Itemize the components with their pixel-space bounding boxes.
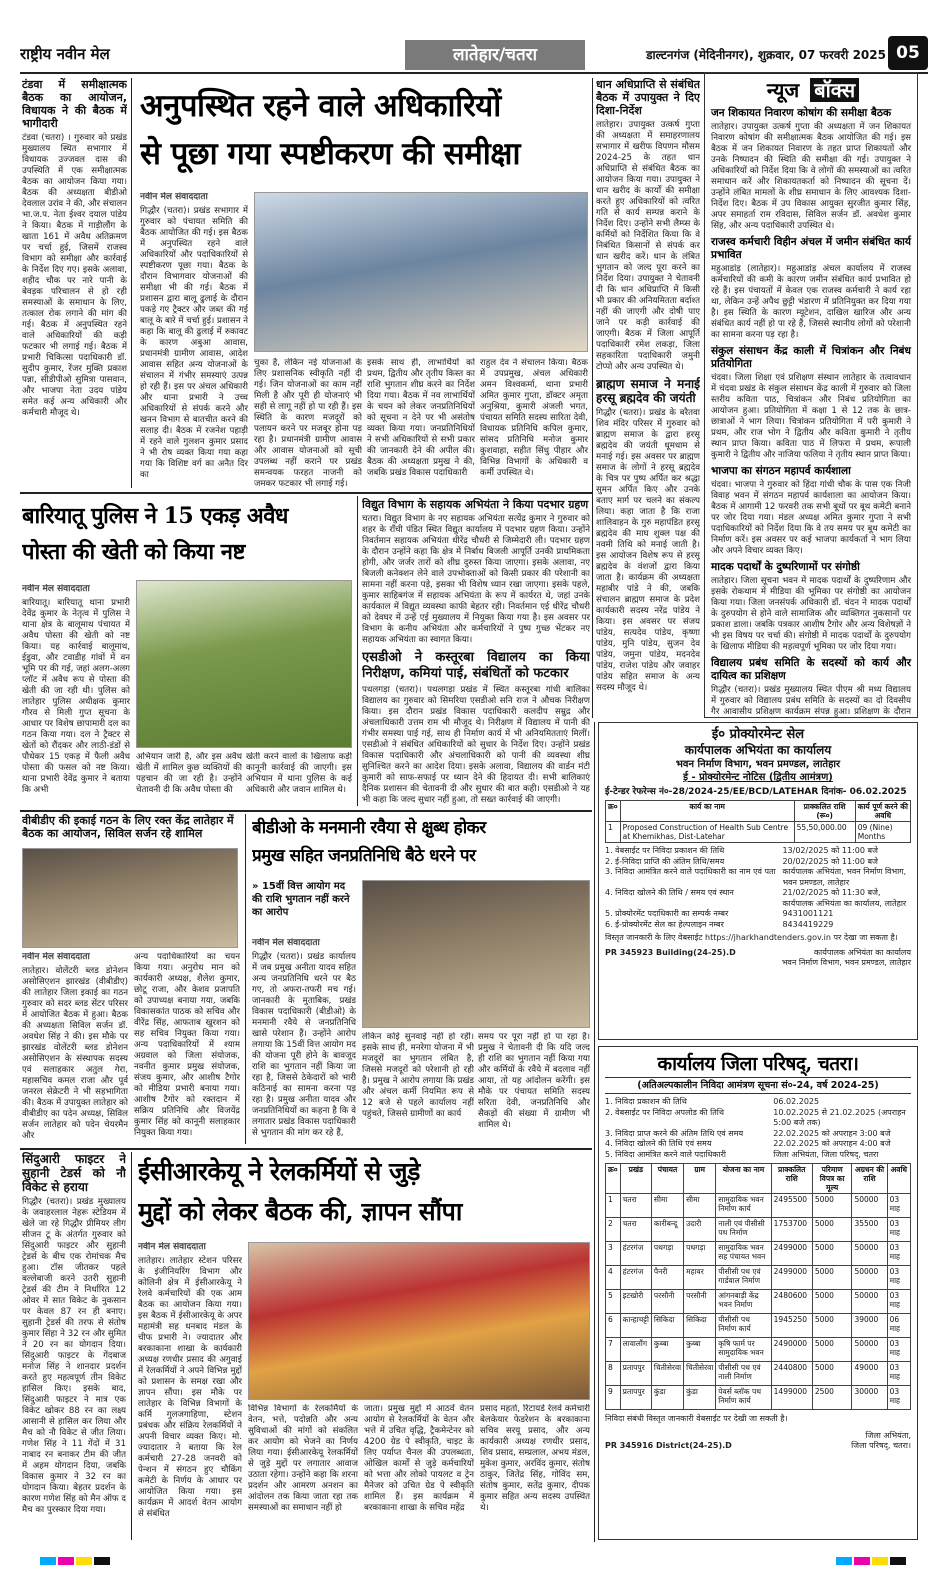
zila-table-cell: पथगड़ा <box>684 1242 716 1266</box>
zila-table-header-cell: पंचायत <box>651 1164 683 1194</box>
zila-table-cell: 2 <box>606 1218 621 1242</box>
zila-table-cell: चतरा <box>620 1194 651 1218</box>
sdo-body: पथलगड़ा (चतरा)। पथलगड़ा प्रखंड में स्थित कस्तूरबा गांधी बालिका विद्यालय का गुरुवार को सिमरिया एसडीओ सनि राज ने औचक निरीक्षण किया। इस दौरान प्रखंड विकास पदाधिकारी कलदीप सम्रुद्र और अंचलाधिकारी उत्तम राम भी मौजूद थे। निरीक्षण में विद्यालय में पानी की गंभीर समस्या पाई गई, साथ ही निर्माण कार्य में भी अनियमितताएं मिलीं। एसडीओ ने संबंधित अधिकारियों को सुधार के निर्देश दिए। उन्होंने प्रखंड विकास पदाधिकारी और अंचलाधिकारी को पानी की व्यवस्था शीघ्र सुनिश्चित करने का आदेश दिया। इसके अलावा, विद्यालय की वार्डन मंटी कुमारी को साफ-सफाई पर ध्यान देने की हिदायत दी। सभी बालिकाएं दैनिक प्रशासन की चेतावनी दी और सुधार की बात कही। एसडीओ ने यह भी कहा कि जल्द सुधार नहीं हुआ, तो सख्त कार्रवाई की जाएगी। <box>362 685 590 805</box>
paddy-headline: धान अधिप्राप्ति से संबंधित बैठक में उपायुक्त ने दिए दिशा-निर्देश <box>596 78 700 117</box>
news-box-item-body: गिद्धौर (चतरा)। प्रखंड मुख्यालय स्थित पीएम श्री मध्य विद्यालय में गुरुवार को विद्यालय प्रबंध समिति के सदस्यों का दो दिवसीय गैर आवासीय प्रशिक्षण कार्यक्रम संपन्न हुआ। प्रशिक्षण के दौरान <box>711 685 911 717</box>
zila-table-cell: परसौनी <box>651 1290 683 1314</box>
zila-table-row <box>606 1266 911 1290</box>
bdo-pull-quote: » 15वीं वित्त आयोग मद की राशि भुगतान नहीं करने का आरोप <box>252 881 350 918</box>
column-rule <box>131 1152 132 1540</box>
zila-table-header-cell: अवधि <box>887 1164 910 1194</box>
railway-group-photo <box>248 1242 590 1400</box>
blood-headline: वीबीडीए की इकाई गठन के लिए रक्त केंद्र लातेहार में बैठक का आयोजन, सिविल सर्जन रहे शामिल <box>22 814 234 840</box>
bdo-headline-line-2: प्रमुख सहित जनप्रतिनिधि बैठे धरने पर <box>252 846 476 866</box>
poppy-body-1: बारियातू। बारियातू थाना प्रभारी देवेंद्र कुमार के नेतृत्व में पुलिस ने थाना क्षेत्र के बालूमाथ पंचायत में अवैध पोस्ता की खेती को नष्ट किया। यह कार्रवाई बालूमाथ, ईडुवा, और टवाडीह गांवों में वन भूमि पर की गई, जहां अलग-अलग प्लॉट में अवैध रूप से पोस्ता की खेती की जा रही थी। पुलिस को लातेहार पुलिस अधीक्षक कुमार गौरव से मिली गुप्त सूचना के आधार पर विशेष छापामारी दल का गठन किया गया। दल ने ट्रैक्टर से खेतों को रौंदकर और लाठी-डंडों से पौधेकर 15 एकड़ में फैली अवैध पोस्ता की फसल को नष्ट किया। थाना प्रभारी देवेंद्र कुमार ने बताया कि अभी <box>22 598 130 795</box>
lead-column-1 <box>140 192 248 488</box>
zila-table-cell: 7 <box>606 1338 621 1362</box>
news-box <box>704 72 918 718</box>
zila-table-cell: 5 <box>606 1290 621 1314</box>
tender-schedule-row <box>605 920 911 931</box>
article-paddy <box>596 78 700 716</box>
news-box-item-body: लातेहार। जिला सूचना भवन में मादक पदार्थों के दुष्परिणाम और इसके रोकथाम में मीडिया की भूमिका पर संगोष्ठी का आयोजन किया गया। जिला जनसंपर्क अधिकारी डॉ. चंदन ने मादक पदार्थों के दुरुपयोग से होने वाले सामाजिक और व्यक्तिगत नुकसानों पर प्रकाश डाला। जबकि पत्रकार आशीष टैगोर और अन्य विशेषज्ञों ने भी इस विषय पर चर्चा की। संगोष्ठी में मादक पदार्थों के दुरुपयोग के खिलाफ मीडिया की महत्वपूर्ण भूमिका पर जोर दिया गया। <box>711 576 911 652</box>
tender-schedule-value: 8434419229 <box>782 919 834 929</box>
zila-table-cell: 5000 <box>812 1314 852 1338</box>
railway-headline-line-1: ईसीआरकेयू ने रेलकर्मियों से जुड़े <box>138 1157 420 1186</box>
zila-table-cell: इटखोरी <box>620 1290 651 1314</box>
zila-table-cell: 30000 <box>852 1386 887 1410</box>
zila-table-cell: 1753700 <box>771 1218 812 1242</box>
tender-table-row <box>606 822 911 843</box>
zila-table-cell: सामुदायिक भवन सह पंचायत भवन <box>716 1242 771 1266</box>
tender-table-cell: Proposed Construction of Health Sub Centre at Khemikhas, Dist-Latehar <box>620 822 794 843</box>
blood-column-2 <box>134 952 240 1142</box>
tender-table <box>605 800 911 843</box>
bdo-column-3 <box>478 1032 590 1144</box>
news-box-item-body: लातेहार। उपायुक्त उत्कर्ष गुप्ता की अध्यक्षता में जन शिकायत निवारण कोषांग की समीक्षात्मक बैठक आयोजित की गई। इस बैठक में जन शिकायत निवारण के तहत प्राप्त शिकायतों और उनके निष्पादन की स्थिति की समीक्षा की गई। उपायुक्त ने अधिकारियों को निर्देश दिया कि वे लोगों की समस्याओं का त्वरित समाधान करें और शिकायतकर्ता को निष्पादन की सूचना दें। उन्होंने लंबित मामलों के शीघ्र समाधान के लिए आवश्यक दिशा-निर्देश दिए। बैठक में उप विकास आयुक्त सुरजीत कुमार सिंह, अपर समाहर्ता राम रविदास, सिविल सर्जन डॉ. अवधेश कुमार सिंह, और अन्य पदाधिकारी उपस्थित थे। <box>711 122 911 231</box>
zila-table-header-cell: अग्रधन की राशि <box>852 1164 887 1194</box>
column-rule <box>592 78 593 718</box>
railway-column-4 <box>480 1404 590 1540</box>
zila-table-header-cell: प्राक्कलित राशि <box>771 1164 812 1194</box>
power-headline: विद्युत विभाग के सहायक अभियंता ने किया पदभार ग्रहण <box>362 498 589 511</box>
news-box-item-body: चंदवा। भाजपा ने गुरुवार को हिंदा गांधी चौक के पास एक निजी विवाह भवन में संगठन महापर्व कार्यशाला का आयोजन किया। बैठक में आगामी 12 फरवरी तक सभी बूथों पर बूथ कमेटी बनाने पर जोर दिया गया। मंडल अध्यक्ष अमित कुमार गुप्ता ने सभी पदाधिकारियों को निर्देश दिया कि वे तय समय पर बूथ कमेटी का निर्माण करें। इस अवसर पर कई भाजपा कार्यकर्ता ने भाग लिया और अपने विचार व्यक्त किए। <box>711 480 911 556</box>
blood-meeting-photo <box>22 848 238 948</box>
railway-byline: नवीन मेल संवाददाता <box>138 1242 206 1252</box>
power-body: चतरा। विद्युत विभाग के नए सहायक अभियंता सत्येंद्र कुमार ने गुरुवार को शहर के राँची पंडित स्थित विद्युत कार्यालय में पदभार ग्रहण किया। उन्होंने निवर्तमान सहायक अभियंता धीरेंद्र चौधरी से जिम्मेदारी ली। पदभार ग्रहण के दौरान उन्होंने कहा कि क्षेत्र में निर्बाध बिजली आपूर्ति उनकी प्राथमिकता होगी, और जर्जर तारों को शीघ्र दुरुस्त किया जाएगा। इसके अलावा, नए बिजली कनेक्शन लेने वाले उपभोक्ताओं को किसी प्रकार की परेशानी का सामना नहीं करना पड़े, इसका भी विशेष ध्यान रखा जाएगा। इसके पहले, कुमार साहिबगंज में सहायक अभियंता के रूप में कार्यरत थे, जहां उनके कार्यकाल में विद्युत व्यवस्था काफी बेहतर रही। निवर्तमान एई धीरेंद्र चौधरी को देवघर में उन्हें एई मुख्यालय में नियुक्त किया गया है। इस अवसर पर विभाग के कनीय अभियंता और कर्मचारियों ने पुष्प गुच्छ भेंटकर नए सहायक अभियंता का स्वागत किया। <box>362 514 590 645</box>
zila-table-cell: सिकिदा <box>651 1314 683 1338</box>
brahmin-headline: ब्राह्मण समाज ने मनाई हरसू ब्रह्मदेव की जयंती <box>596 377 700 405</box>
tender-schedule-label: 6. ई-प्रोक्योरमेंट सेल का हेल्पलाइन नम्बर <box>605 919 724 929</box>
tender-table-cell: 1 <box>606 822 621 843</box>
tender-table-cell: 55,50,000.00 <box>794 822 855 843</box>
cricket-body: गिद्धौर (चतरा)। प्रखंड मुख्यालय के जवाहरलाल नेहरू स्टेडियम में खेले जा रहे गिद्धौर प्रीमियर लीग सीजन टू के अंतर्गत गुरुवार को सिंदुआरी फाइटर और सुहानी ट्रेडर्स के बीच एक रोमांचक मैच हुआ। टॉस जीतकर पहले बल्लेबाजी करने उतरी सुहानी ट्रेडर्स की टीम ने निर्धारित 12 ओवर में सात विकेट के नुकसान पर केवल 87 रन ही बनाए। सुहानी ट्रेडर्स की तरफ से संतोष कुमार सिंहा ने 32 रन और सुमित ने 20 रन का योगदान दिया। सिंदुआरी फाइटर के गेंदबाज मनोज सिंह ने शानदार प्रदर्शन करते हुए महत्वपूर्ण तीन विकेट हासिल किए। इसके बाद, सिंदुआरी फाइटर ने मात्र एक विकेट खोकर 88 रन का लक्ष्य आसानी से हासिल कर लिया और मैच को नौ विकेट से जीत लिया। गणेश सिंह ने 11 गेंदों में 31 नाबाद रन बनाकर टीम की जीत में अहम योगदान दिया, जबकि विकास कुमार ने 32 रन का योगदान किया। बेहतर प्रदर्शन के कारण गणेश सिंह को मैन ऑफ द मैच का पुरस्कार दिया गया। <box>22 1197 126 1515</box>
cricket-headline: सिंदुआरी फाइटर ने सुहानी टेडर्स को नौ विकेट से हराया <box>22 1152 126 1194</box>
poppy-field-photo <box>136 580 352 748</box>
zila-table-cell: पीसीसी पथ एवं गार्डवाल निर्माण <box>716 1266 771 1290</box>
railway-body-4: प्रसाद महतो, रिटायर्ड रेलवे कर्मचारी बेलकेयार फेडरेशन के बरकाकाना सचिव सरयू प्रसाद, और अन्य कार्यकारी अध्यक्ष रणधीर प्रसाद, शिव प्रसाद, सम्प्रलाल, अभय मंडल, मुकेश कुमार, अरविंद कुमार, संतोष ठाकुर, जितेंद्र सिंह, गोविंद सम, संतोष कुमार, सतेंद्र कुमार, दीपक कुमार सहित अन्य सदस्य उपस्थित थे। <box>480 1404 590 1513</box>
zila-table-cell: 03 माह <box>887 1242 910 1266</box>
poppy-headline <box>22 498 354 578</box>
zila-table-cell: सीमा <box>651 1194 683 1218</box>
bdo-column-2 <box>362 1032 474 1144</box>
zila-table-cell: कुब्बा <box>651 1338 683 1362</box>
zila-table-cell: 03 माह <box>887 1290 910 1314</box>
tender-table-cell: 09 (Nine) Months <box>855 822 910 843</box>
zila-table-cell: सिकिदा <box>684 1314 716 1338</box>
zila-table-row <box>606 1338 911 1362</box>
bdo-column-1 <box>252 938 356 1144</box>
tender-pr-number: PR 345923 Building(24-25).D <box>605 947 736 957</box>
tender-note: विस्तृत जानकारी के लिए वेबसाईट https://jharkhandtenders.gov.in पर देखा जा सकता है। <box>605 933 898 942</box>
railway-body-1: लातेहार। लातेहार स्टेशन परिसर के इंजीनियरिंग विभाग और कोलिनी क्षेत्र में ईसीआरकेयू ने रेलवे कर्मचारियों की एक आम बैठक का आयोजन किया गया। इस बैठक में ईसीआरकेयू के अपर महामंत्री सह धनबाद मंडल के चीफ प्रभारी ने। ज्यादातर और बरकाकाना शाखा के कार्यकारी अध्यक्ष रणधीर प्रसाद की अगुवाई में रेलकर्मियों ने अपने विभिन्न मुद्दों को प्रशासन के समक्ष रखा और ज्ञापन सौंपा। इस मौके पर लातेहार के विभिन्न विभागों के कर्मि गुलजगाहिणा, स्टेशन प्रबंधक और संक्रिय रेलकर्मियों ने अपनी विचार व्यक्त किए। मो. ज्यादातार ने बताया कि रेल कर्मचारी 27-28 जनवरी को पेन्शन में संगठन हुए चौकिंग कमेटी के निर्णय के आधार पर आयोजित किया गया। इस कार्यक्रम में आदर्श वेतन आयोग से संबंधित <box>138 1256 242 1519</box>
zila-table-cell: 49000 <box>852 1362 887 1386</box>
registration-mark-cyan <box>40 1557 56 1565</box>
news-box-item-headline: राजस्व कर्मचारी विहीन अंचल में जमीन संबंधित कार्य प्रभावित <box>711 236 911 261</box>
poppy-headline-line-1: बारियातू पुलिस ने 15 एकड़ अवैध <box>22 503 288 529</box>
zila-table-cell: कुंडा <box>651 1386 683 1410</box>
tender-reference: ई-टेन्डर रेफरेन्स नं०-28/2024-25/EE/BCD/LATEHAR दिनांक- 06.02.2025 <box>605 787 907 797</box>
zila-table-body <box>606 1194 911 1410</box>
news-box-item-headline: मादक पदार्थों के दुष्परिणामों पर संगोष्ठी <box>711 561 860 573</box>
news-box-item-body: महुआडांड़ (लातेहार)। महुआडांड़ अंचल कार्यालय में राजस्व कर्मचारियों की कमी के कारण जमीन संबंधित कार्य प्रभावित हो रहे हैं। इस पंचायतों में केवल एक राजस्व कर्मचारी ने कार्य रहा था, लेकिन उन्हें अपैथ छुट्टी भंडारण में प्रतिनियुक्त कर दिया गया है। इस स्थिति के कारण म्यूटेशन, दाखिल खारिज और अन्य संबंधित कार्य नहीं हो पा रहे हैं, जिससे स्थानीय लोगों को परेशानी का सामना करना पड़ रहा है। <box>711 264 911 340</box>
tender-table-header-cell: क्र० <box>606 801 621 822</box>
zila-table-cell: चितीसेरवा <box>651 1362 683 1386</box>
zila-table-cell: 2490000 <box>771 1338 812 1362</box>
railway-headline-line-2: मुद्दों को लेकर बैठक की, ज्ञापन सौंपा <box>138 1197 462 1226</box>
tender-schedule <box>605 846 911 930</box>
brahmin-body: गिद्धौर (चतरा)। प्रखंड के बरैतवा शिव मंदिर परिसर में गुरुवार को ब्राह्मण समाज के द्वारा हरसू ब्रह्मदेव की जयंती धूमधाम से मनाई गई। इस अवसर पर ब्राह्मण समाज के लोगों ने हरसू ब्रह्मदेव के चित्र पर पुष्प अर्पित कर श्रद्धा सुमन अर्पित किए और उनके बताए मार्ग पर चलने का संकल्प लिया। कहा जाता है कि राजा शालिवाहन के गुरु महापंडित हरसू ब्रह्मदेव की माघ शुक्ल पक्ष की नवमी तिथि को मनाई जाती है। इस आयोजन विशेष रूप से हरसू ब्रह्मदेव के वंशजों द्वारा किया जाता है। कार्यक्रम की अध्यक्षता महाबीर पांडे ने की, जबकि संचालन ब्राह्मण समाज के प्रदेश कार्यकारी सदस्य नरेंद्र पांडेय ने किया। इस अवसर पर संजय पांडेय, सत्यदेव पांडेय, कृष्णा पांडेय, मुनि पांडेय, सुजन देव पांडेय, जमुना पांडेय, मदनदेव पांडेय, राजेश पांडेय और जवाहर पांडेय सहित समाज के अन्य सदस्य मौजूद थे। <box>596 408 700 693</box>
zila-table-cell: 03 माह <box>887 1194 910 1218</box>
registration-mark-cyan <box>836 1557 852 1565</box>
zila-table-cell: 5000 <box>812 1362 852 1386</box>
railway-column-3 <box>364 1404 474 1540</box>
lead-byline: नवीन मेल संवाददाता <box>140 192 208 202</box>
railway-body-3: जाता। प्रमुख मुद्दों में आठवें वेतन आयोग से रेलकर्मियों के वेतन और भत्ते में उचित वृद्धि, ट्रैकमेन्टेनर को 4200 ग्रेड पे स्वीकृति, चाइट के लिए पर्याप्त चैनल की उपलब्धता, ओखिल कार्मों से जुड़े कर्मचारियों को भत्ता और लोको पायलट व ट्रेन मैनेजर को उचित ग्रेड पे स्वीकृति शामिल हैं। इस कार्यक्रम में बरकाकाना शाखा के सचिव महेंद्र <box>364 1404 474 1513</box>
zila-table-cell: 50000 <box>852 1338 887 1362</box>
zila-subtitle: (अतिअल्पकालीन निविदा आमंत्रण सूचना सं०-24, वर्ष 2024-25) <box>605 1077 911 1094</box>
zila-schedule-label: 5. निविदा आमंत्रित करने वाले पदाधिकारी <box>605 1149 726 1159</box>
bdo-body-3: समय पर पूरा नहीं हो पा रहा है। प्रमुख ने चेतावनी दी कि यदि जल्द ही राशि का भुगतान नहीं किया गया और कर्मियों के रवैये में बदलाव नहीं आया, तो यह आंदोलन करेंगी। इस मौके पर पंचायत समिति सदस्य सरिता देवी, जनप्रतिनिधि और सैकड़ों की संख्या में ग्रामीण भी शामिल थे। <box>478 1032 590 1130</box>
zila-schedule-value: 06.02.2025 <box>773 1097 820 1106</box>
tandwa-body: टंडवा (चतरा) । गुरुवार को प्रखंड मुख्यालय स्थित सभागार में विधायक उज्जवल दास की उपस्थिति में एक समीक्षात्मक बैठक का आयोजन किया गया। बैठक की अध्यक्षता बीडीओ देवलाल उरांव ने की, और संचालन भा.ज.प. नेता ईश्वर दयाल पांडेय ने किया। बैठक में गाड़ीलौंग के खाता 161 में अवैध अतिक्रमण पर चर्चा हुई, जिसमें राजस्व विभाग को समीक्षा और कार्रवाई के निर्देश दिए गए। इसके अलावा, शहीद चौक पर नारे पानी के बेवड़क परिचालन से हो रही समस्याओं के समाधान के लिए, तत्काल रोक लगाने की मांग की गई। बैठक में अनुपस्थित रहने वाले अधिकारियों की कड़ी फटकार भी लगाई गई। बैठक में प्रभारी चिकित्सा पदाधिकारी डॉ. सुदीप कुमार, रेंजर मुक्ति प्रकाश पन्ना, सीडीपीओ सुमित्रा पासवान, और भाजपा नेता उदय पांडेय समेत कई अन्य अधिकारी और कर्मचारी मौजूद थे। <box>22 133 127 418</box>
news-box-item-body: चंदवा। जिला शिक्षा एवं प्रशिक्षण संस्थान लातेहार के तत्वावधान में चंदवा प्रखंड के संकुल संसाधन केंद्र काली में गुरुवार को जिला स्तरीय कविता पाठ, चित्रांकन और निबंध प्रतियोगिता का आयोजन हुआ। प्रतियोगिता में कक्षा 1 से 12 तक के छात्र-छात्राओं ने भाग लिया। चित्रांकन प्रतियोगिता में परी कुमारी ने प्रथम, और राज भोग ने द्वितीय और कविता कुमारी ने तृतीय स्थान प्राप्त किया। कविता पाठ में लिफरा में प्रथम, रूपाली कुमारी ने द्वितीय और नाजिया फलिया ने तृतीय स्थान प्राप्त किया। <box>711 373 911 460</box>
lead-headline-line-2: से पूछा गया स्पष्टीकरण की समीक्षा <box>140 136 521 172</box>
zila-table-cell: 4 <box>606 1266 621 1290</box>
sdo-headline: एसडीओ ने कस्तूरबा विद्यालय का किया निरीक्षण, कमियां पाई, संबंधितों को फटकार <box>362 650 590 681</box>
column-rule <box>594 722 595 1542</box>
zila-schedule-label: 2. वेबसाईट पर निविदा अपलोड की तिथि <box>605 1107 724 1117</box>
zila-table-row <box>606 1242 911 1266</box>
page-number: 05 <box>888 36 928 70</box>
zila-schedule-value: जिला अभियंता, जिला परिषद्, चतरा <box>773 1149 879 1159</box>
registration-mark-magenta <box>58 1557 74 1565</box>
zila-table-row <box>606 1194 911 1218</box>
tender-line-1: ई० प्रोक्योरमेन्ट सेल <box>711 727 805 742</box>
news-box-item-headline: विद्यालय प्रबंध समिति के सदस्यों को कार्य और दायित्व का प्रशिक्षण <box>711 657 911 682</box>
bdo-pull-text: 15वीं वित्त आयोग मद की राशि भुगतान नहीं करने का आरोप <box>252 881 350 918</box>
section-title: लातेहार/चतरा <box>405 40 585 70</box>
lead-headline <box>140 82 590 186</box>
zila-table-row <box>606 1290 911 1314</box>
zila-table-header-cell: परिमाण विपत्र का मूल्य <box>812 1164 852 1194</box>
zila-table-cell: 2440800 <box>771 1362 812 1386</box>
zila-schedule-value: 22.02.2025 को अपराहन 4:00 बजे <box>773 1139 891 1148</box>
column-rule <box>245 814 246 1144</box>
zila-table-row <box>606 1218 911 1242</box>
zila-schedule-value: 22.02.2025 को अपराहन 3:00 बजे <box>773 1128 891 1138</box>
zila-table-cell: कुंडा <box>684 1386 716 1410</box>
lead-column-3 <box>367 358 475 488</box>
tender-schedule-value: 9431001121 <box>782 909 834 918</box>
tender-signature <box>782 948 911 969</box>
tender-line-4: ई - प्रोक्योरमेन्ट नोटिस (द्वितीय आमंत्रण) <box>683 772 833 783</box>
zila-table-cell: 5000 <box>812 1194 852 1218</box>
tender-table-head <box>606 801 911 822</box>
zila-table-cell: चितीसेरवा <box>684 1362 716 1386</box>
bdo-byline: नवीन मेल संवाददाता <box>252 938 320 948</box>
zila-signature-line-1: जिला अभियंता, <box>865 1430 911 1440</box>
zila-table-cell: 2500 <box>812 1386 852 1410</box>
zila-schedule-row <box>605 1139 911 1150</box>
zila-table-cell: 5000 <box>812 1266 852 1290</box>
zila-table <box>605 1163 911 1410</box>
lead-body-3: इसके साथ ही, लाभार्थियों को प्रथम, द्वितीय और तृतीय किस्त का राशि भुगतान शीघ्र करने का निर्देश दिया गया। बैठक में नव लाभार्थियों के चयन को लेकर जनप्रतिनिधियों को सूचना न देने पर भी असंतोष व्यक्त किया गया। जनप्रतिनिधियों ने सभी अधिकारियों से सभी प्रकार की जानकारी देने की अपील की। बैठक की अध्यक्षता प्रमुख ने की, जबकि प्रखंड विकास पदाधिकारी <box>367 358 475 478</box>
zila-table-cell: महावर <box>684 1266 716 1290</box>
zila-table-cell: सीमा <box>684 1194 716 1218</box>
zila-table-cell: हंटरगंज <box>620 1242 651 1266</box>
tender-schedule-value: 21/02/2025 को 11:30 बजे, कार्यपालक अभियंता का कार्यालय, लातेहार <box>782 888 907 908</box>
news-box-title-a: न्यूज <box>766 78 800 102</box>
zila-table-cell: उदारी <box>684 1218 716 1242</box>
zila-table-cell: पीसीसी पथ निर्माण कार्य <box>716 1314 771 1338</box>
lead-column-4 <box>480 358 588 488</box>
zila-table-cell: पथगड़ा <box>651 1242 683 1266</box>
bdo-body-1: गिद्धौर (चतरा)। प्रखंड कार्यालय में जब प्रमुख अनीता यादव सहित अन्य जनप्रतिनिधि धरने पर बैठ गए, तो अफरा-तफरी मच गई। जानकारी के मुताबिक, प्रखंड विकास पदाधिकारी (बीडीओ) के मनमानी रवैये से जनप्रतिनिधि खासे परेशान हैं। उन्होंने आरोप लगाया कि 15वीं वित्त आयोग मद की योजना पूरी होने के बावजूद राशि का भुगतान नहीं किया जा रहा है, जिससे ठेकेदारों को भारी कठिनाई का सामना करना पड़ रहा है। प्रमुख अनीता यादव और जनप्रतिनिधियों का कहना है कि वे लगातार प्रखंड विकास पदाधिकारी से भुगतान की मांग कर रहे हैं, <box>252 952 356 1138</box>
newspaper-name: राष्ट्रीय नवीन मेल <box>20 45 110 63</box>
railway-body-2: विभिन्न विभागों के रेलकर्मियों के वेतन, भत्ते, पदोन्नति और अन्य सुविधाओं की मांगों को संकलित कर आयोग को भेजने का निर्णय लिया गया। ईसीआरकेयू रेलकर्मियों से जुड़े मुद्दों पर लगातार आवाज उठाता रहेगा। उन्होंने कहा कि शरना प्रदर्शन और आमरण अनशन का आंदोलन तक किया जाता रहा तक समस्याओं का समाधान नहीं हो <box>248 1404 358 1513</box>
zila-schedule-label: 3. निविदा प्राप्त करने की अंतिम तिथि एवं समय <box>605 1128 744 1138</box>
column-rule <box>357 496 358 806</box>
poppy-body-2: अभियान जारी है, और इस अवैध खेती में शामिल कुछ व्यक्तियों की पहचान की जा रही है। उन्होंने चेतावनी दी कि अवैध पोस्ता की <box>136 752 242 795</box>
article-power <box>362 498 590 806</box>
zila-table-cell: 2499000 <box>771 1266 812 1290</box>
meeting-photo <box>254 192 588 352</box>
zila-table-cell: 35500 <box>852 1218 887 1242</box>
tender-table-header-cell: प्राक्कलित राशि (रू०) <box>794 801 855 822</box>
lead-body-1: गिद्धौर (चतरा)। प्रखंड सभागार में गुरुवार को पंचायत समिति की बैठक आयोजित की गई। इस बैठक में अनुपस्थित रहने वाले अधिकारियों और पदाधिकारियों से स्पष्टीकरण पूछा गया। बैठक के दौरान विभागवार योजनाओं की समीक्षा भी की गई। बैठक में प्रशासन द्वारा बालू ढुलाई के दौरान पकड़े गए ट्रैक्टर और जब्त की गई बालू के बारे में चर्चा हुई। प्रशासन ने कहा कि बालू की ढुलाई में रुकावट के कारण अबुआ आवास, प्रधानमंत्री ग्रामीण आवास, आदेश आवास सहित अन्य योजनाओं के संचालन में गंभीर समस्याएं उत्पन्न हो रही हैं। इस पर अंचल अधिकारी और थाना प्रभारी ने उच्च अधिकारियों से संपर्क करने और खनन विभाग से बातचीत करने की सलाह दी। बैठक में रजनेश पहाड़ी में रहने वाले गुलशन कुमार प्रसाद ने भी रोष व्यक्त किया गया कहा गया कि विशिष्ट वर्ग का अनैत दिर का <box>140 206 248 480</box>
poppy-column-3 <box>246 752 352 806</box>
zila-table-cell: कुब्बा <box>684 1338 716 1362</box>
registration-mark-yellow <box>872 1557 888 1565</box>
bdo-headline-line-1: बीडीओ के मनमानी रवैया से क्षुब्ध होकर <box>252 818 486 838</box>
zila-schedule-row <box>605 1150 911 1161</box>
zila-table-head <box>606 1164 911 1194</box>
bdo-body-2: लेकिन कोई सुनवाई नहीं हो रही। इसके साथ ही, मनरेगा योजना में भी मजदूरों का भुगतान लंबित है, जिससे मजदूरों को परेशानी हो रही है। प्रमुख ने आरोप लगाया कि प्रखंड और अंचल कर्मी नियमित रूप से 12 बजे से पहले कार्यालय नहीं पहुंचते, जिससे ग्रामीणों का कार्य <box>362 1032 474 1119</box>
section-rule <box>20 492 592 494</box>
tender-footer <box>605 948 911 969</box>
zila-schedule-row <box>605 1108 911 1129</box>
zila-note: निविदा संबंधी विस्तृत जानकारी वेबसाईट पर देखी जा सकती है। <box>605 1414 788 1423</box>
tender-schedule-row <box>605 867 911 888</box>
tender-table-header-cell: कार्य का नाम <box>620 801 794 822</box>
tender-schedule-row <box>605 846 911 857</box>
article-cricket <box>22 1152 126 1540</box>
zila-table-cell: 2480600 <box>771 1290 812 1314</box>
registration-mark-black <box>890 1557 906 1565</box>
zila-table-cell: 50000 <box>852 1290 887 1314</box>
tender-schedule-label: 2. ई-निविदा प्राप्ति की अंतिम तिथि/समय <box>605 856 725 866</box>
poppy-byline: नवीन मेल संवाददाता <box>22 584 90 594</box>
lead-headline-line-1: अनुपस्थित रहने वाले अधिकारियों <box>140 88 501 124</box>
zila-schedule <box>605 1097 911 1160</box>
article-tandwa <box>22 78 127 488</box>
zila-table-cell: 5000 <box>812 1338 852 1362</box>
bdo-headline <box>252 814 590 874</box>
zila-schedule-label: 4. निविदा खोलने की तिथि एवं समय <box>605 1139 712 1148</box>
zila-table-cell: 9 <box>606 1386 621 1410</box>
zila-table-cell: 1499000 <box>771 1386 812 1410</box>
zila-table-cell: हंटरगंज <box>620 1266 651 1290</box>
zila-table-header-cell: प्रखंड <box>620 1164 651 1194</box>
news-box-items <box>711 107 911 718</box>
tender-schedule-value: 13/02/2025 को 11:00 बजे <box>782 846 878 855</box>
tender-schedule-label: 4. निविदा खोलने की तिथि / समय एवं स्थान <box>605 888 734 897</box>
zila-title: कार्यालय जिला परिषद्, चतरा। <box>657 1053 859 1075</box>
zila-table-cell: 2495500 <box>771 1194 812 1218</box>
tender-schedule-value: 20/02/2025 को 11:00 बजे <box>782 856 878 866</box>
poppy-column-1 <box>22 584 130 806</box>
section-rule <box>20 1148 592 1150</box>
zila-table-cell: परसौनी <box>684 1290 716 1314</box>
poppy-column-2 <box>136 752 242 806</box>
zila-schedule-row <box>605 1129 911 1140</box>
zila-footer <box>605 1431 911 1452</box>
zila-table-header-cell: योजना का नाम <box>716 1164 771 1194</box>
lead-body-2: चुका है, लेकिन नई योजनाओं के लिए प्रशासनिक स्वीकृति नहीं दी गई। जिन योजनाओं का काम नहीं मिली है और पूरी ही योजनाएं भी सही से लागू नहीं हो पा रही हैं। इस स्थिति के कारण मजदूरों को पलायन करने पर मजबूर होना पड़ रहा है। प्रधानमंत्री ग्रामीण आवास और आवास योजनाओं को सूची उपलब्ध नहीं कराने पर प्रखंड समन्वयक फरहत नाजनी को जमकर फटकार भी लगाई गई। <box>254 358 362 488</box>
lead-column-2 <box>254 358 362 488</box>
news-box-title <box>711 76 911 103</box>
tender-schedule-label: 5. प्रोक्योरमेंट पदाधिकारी का सम्पर्क नम्बर <box>605 909 729 918</box>
railway-column-1 <box>138 1242 242 1540</box>
zila-table-cell: 5000 <box>812 1290 852 1314</box>
zila-table-cell: 03 माह <box>887 1362 910 1386</box>
tender-schedule-row <box>605 857 911 868</box>
tender-schedule-value: कार्यपालक अभियंता, भवन निर्माण विभाग, भवन प्रमण्डल, लातेहार <box>782 867 907 887</box>
zila-table-cell: 5000 <box>812 1242 852 1266</box>
zila-table-header-cell: ग्राम <box>684 1164 716 1194</box>
news-box-item-headline: भाजपा का संगठन महापर्व कार्यशाला <box>711 465 851 477</box>
zila-table-header-cell: क्र० <box>606 1164 621 1194</box>
zila-table-cell: 8 <box>606 1362 621 1386</box>
registration-mark-magenta <box>854 1557 870 1565</box>
registration-mark-black <box>94 1557 110 1565</box>
tender-schedule-label: 3. निविदा आमंत्रित करने वाले पदाधिकारी का नाम एवं पता <box>605 867 776 876</box>
zila-table-cell: पीसीसी पथ एवं नाली निर्माण <box>716 1362 771 1386</box>
poppy-headline-line-2: पोस्ता की खेती को किया नष्ट <box>22 539 245 565</box>
zila-table-cell: 50000 <box>852 1266 887 1290</box>
tender-schedule-row <box>605 888 911 909</box>
zila-table-cell: कारीबन्दू <box>651 1218 683 1242</box>
zila-table-cell: 03 माह <box>887 1266 910 1290</box>
paddy-body: लातेहार। उपायुक्त उत्कर्ष गुप्ता की अध्यक्षता में समाहरणालय सभागार में खरीफ विपणन मौसम 2024-25 के तहत धान अधिप्राप्ति से संबंधित बैठक का आयोजन किया गया। उपायुक्त ने धान खरीद के कार्यों की समीक्षा करते हुए अधिकारियों को त्वरित गति से कार्य सम्पन्न कराने के निर्देश दिए। उन्होंने सभी लैम्प्स के कर्मियों को निर्देशित किया कि वे निबंधित किसानों से संपर्क कर धान खरीद करें। धान के लंबित भुगतान को जल्द पूरा करने का निर्देश दिया। उपायुक्त ने चेतावनी दी कि धान अधिप्राप्ति में किसी भी प्रकार की अनियमितता बर्दाश्त नहीं की जाएगी और दोषी पाए जाने पर कड़ी कार्रवाई की जाएगी। बैठक में जिला आपूर्ति पदाधिकारी रमेश लकड़ा, जिला सहकारिता पदाधिकारी जमुनी टोप्पो और अन्य उपस्थित थे। <box>596 120 700 372</box>
zila-table-cell: 03 माह <box>887 1386 910 1410</box>
zila-table-cell: 50000 <box>852 1242 887 1266</box>
tender-notice <box>598 722 918 1040</box>
zila-signature-line-2: जिला परिषद्, चतरा। <box>851 1441 911 1450</box>
zila-table-cell: 03 माह <box>887 1338 910 1362</box>
zila-table-row <box>606 1314 911 1338</box>
zila-table-cell: प्रतापपुर <box>620 1362 651 1386</box>
tender-schedule-label: 1. वेबसाईट पर निविदा प्रकाशन की तिथि <box>605 846 725 855</box>
zila-table-cell: नाली एवं पीसीसी पथ निर्माण <box>716 1218 771 1242</box>
news-box-item-headline: संकुल संसाधन केंद्र काली में चित्रांकन और निबंध प्रतियोगिता <box>711 345 911 370</box>
zila-table-cell: प्रतापपुर <box>620 1386 651 1410</box>
zila-table-cell: कृषि फार्म पर सामुदायिक भवन <box>716 1338 771 1362</box>
tender-signature-line-2: भवन निर्माण विभाग, भवन प्रमण्डल, लातेहार <box>781 958 911 967</box>
tender-table-header-cell: कार्य पूर्ण करने की अवधि <box>855 801 910 822</box>
section-rule <box>20 810 592 812</box>
zila-table-cell: कान्हाचट्टी <box>620 1314 651 1338</box>
railway-column-2 <box>248 1404 358 1540</box>
lead-body-4: राहुल देव ने संचालन किया। बैठक में उपप्रमुख, अंचल अधिकारी अमन विश्वकर्मा, थाना प्रभारी अमित कुमार गुप्ता, डॉक्टर अमृता अनुश्रिया, कुमारी अंजली भगत, पंचायत समिति सदस्य सारिता देवी, विधायक प्रतिनिधि कपिल कुमार, सांसद प्रतिनिधि मनोज कुमार कुशवाहा, सहीत सिंधु पीहार और विभिन्न विभागों के अधिकारी व कर्मी उपस्थित थे। <box>480 358 588 478</box>
zila-table-cell: 3 <box>606 1242 621 1266</box>
zila-parishad-notice <box>598 1046 918 1540</box>
registration-mark-yellow <box>76 1557 92 1565</box>
zila-table-row <box>606 1362 911 1386</box>
zila-table-cell: आंगनबाड़ी केंद्र भवन निर्माण <box>716 1290 771 1314</box>
news-box-item-headline: जन शिकायत निवारण कोषांग की समीक्षा बैठक <box>711 107 892 119</box>
poppy-body-3: खेती करने वालों के खिलाफ कड़ी कानूनी कार्रवाई की जाएगी। इस अभियान में थाना पुलिस के कई अधिकारी और जवान शामिल थे। <box>246 752 352 795</box>
tender-schedule-row <box>605 909 911 920</box>
zila-table-cell: 2499000 <box>771 1242 812 1266</box>
zila-table-cell: 1945250 <box>771 1314 812 1338</box>
column-rule <box>131 78 132 488</box>
zila-table-cell: 1 <box>606 1194 621 1218</box>
zila-table-cell: सामुदायिक भवन निर्माण कार्य <box>716 1194 771 1218</box>
blood-byline: नवीन मेल संवाददाता <box>22 952 90 962</box>
zila-schedule-row <box>605 1097 911 1108</box>
zila-schedule-label: 1. निविदा प्रकाशन की तिथि <box>605 1097 687 1106</box>
tender-signature-line-1: कार्यपालक अभियंता का कार्यालय <box>814 947 911 957</box>
zila-table-cell: चतरा <box>620 1218 651 1242</box>
zila-table-cell: 50000 <box>852 1194 887 1218</box>
zila-pr-number: PR 345916 District(24-25).D <box>605 1441 732 1450</box>
tandwa-headline: टंडवा में समीक्षात्मक बैठक का आयोजन, विधायक ने की बैठक में भागीदारी <box>22 78 127 130</box>
news-box-title-b: बॉक्स <box>810 78 859 102</box>
zila-table-cell: 39000 <box>852 1314 887 1338</box>
tender-line-2: कार्यपालक अभियंता का कार्यालय <box>684 743 832 757</box>
blood-column-1 <box>22 952 128 1142</box>
zila-table-cell: 6 <box>606 1314 621 1338</box>
tender-line-3: भवन निर्माण विभाग, भवन प्रमण्डल, लातेहार <box>675 759 841 770</box>
blood-body-1: लातेहार। वोलेंटरी ब्लड डोनेशन असोसिएशन झारखंड (वीबीडीए) की लातेहार जिला इकाई का गठन गुरुवार को सदर ब्लड सेंटर परिसर में आयोजित बैठक में हुआ। बैठक की अध्यक्षता सिविल सर्जन डॉ. अवधेश सिंह ने की। इस मौके पर झारखंड वोलेंटरी ब्लड डोनेशन असोसिएशन के संस्थापक सदस्य एवं सलाहकार अतुल गेरा, महासचिव कमल राजा और पूर्व जनरल सेक्रेटरी ने भी सहभागिता की। बैठक में उपायुक्त लातेहार को वीबीडीए का पदेन अध्यक्ष, सिविल सर्जन लातेहार को पदेन चेयरमैन और <box>22 966 128 1141</box>
blood-body-2: अन्य पदाधिकारियों का चयन किया गया। अनुरोध मान को कार्यकारी अध्यक्ष, शैलेश कुमार, छोटू राजा, और केशव प्रजापति को उपाध्यक्ष बनाया गया, जबकि विकासकांत पाठक को सचिव और वीरेंद्र सिंह, आफताब खुरशन को सह सचिव नियुक्त किया गया। अन्य पदाधिकारियों में श्याम अग्रवाल को जिला संयोजक, नवनीत कुमार प्रमुख संयोजक, संजय कुमार, और आशीष टैगोर को मीडिया प्रभारी बनाया गया। आशीष टैगोर को रक्तदान में सक्रिय प्रतिनिधि और विजयेंद्र कुमार सिंह को कानूनी सलाहकार नियुक्त किया गया। <box>134 952 240 1138</box>
zila-signature <box>851 1431 911 1452</box>
zila-table-cell: 03 माह <box>887 1218 910 1242</box>
zila-table-cell: पेवर्स ब्लॉक पथ निर्माण कार्य <box>716 1386 771 1410</box>
zila-table-row <box>606 1386 911 1410</box>
railway-headline <box>138 1152 590 1236</box>
zila-table-cell: पैनरी <box>651 1266 683 1290</box>
zila-table-cell: लावालौंग <box>620 1338 651 1362</box>
zila-table-cell: 5000 <box>812 1218 852 1242</box>
zila-table-cell: 06 माह <box>887 1314 910 1338</box>
zila-schedule-value: 10.02.2025 से 21.02.2025 (अपराहन 5:00 बजे तक) <box>773 1107 906 1127</box>
dateline: डाल्टनगंज (मेदिनीनगर), शुक्रवार, 07 फरवरी 2025 <box>646 48 886 62</box>
dharna-photo <box>362 880 590 1028</box>
